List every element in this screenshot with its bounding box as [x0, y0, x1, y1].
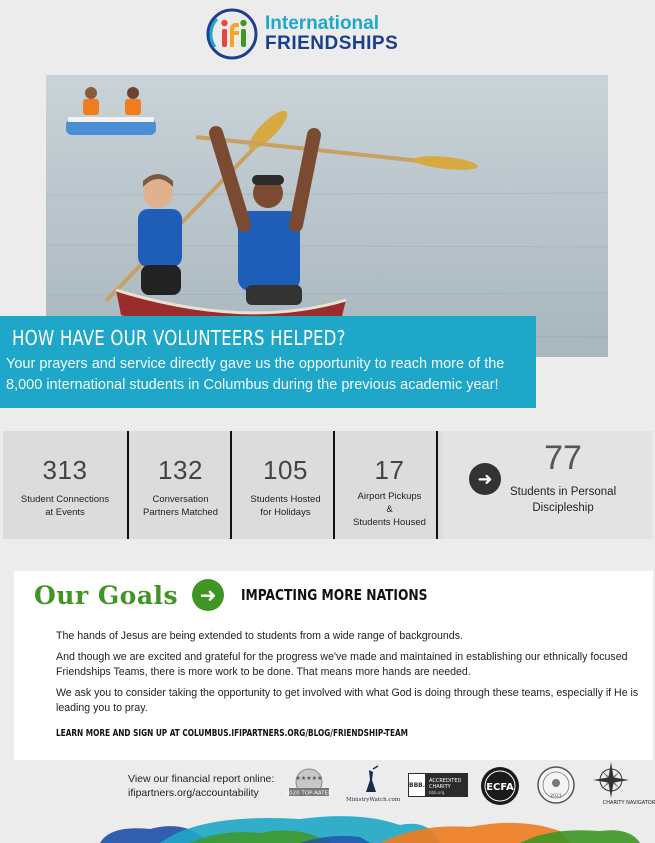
financial-report-label: View our financial report online:	[128, 773, 275, 785]
goals-paragraph: The hands of Jesus are being extended to students from a wide range of backgrounds.	[56, 630, 463, 642]
stat-conversation	[129, 431, 232, 539]
accountability-link[interactable]: ifipartners.org/accountability	[128, 787, 259, 799]
bbb-accredited-badge-icon[interactable]	[408, 773, 468, 797]
stat-holidays	[234, 431, 337, 539]
ifi-logo-mark-icon	[205, 7, 259, 61]
goals-subtitle: IMPACTING MORE NATIONS	[241, 586, 428, 604]
banner-text: Your prayers and service directly gave us the opportunity to reach more of the 8,000 international students in Columbus during the previous academic year!	[6, 356, 505, 393]
arrow-right-icon: ➜	[192, 579, 224, 611]
ifi-logo[interactable]	[205, 6, 405, 62]
stat-label: Conversation Partners Matched	[143, 494, 218, 518]
stat-label: Airport Pickups & Students Housed	[353, 491, 426, 528]
svg-text:2021: 2021	[550, 794, 562, 799]
logo-title-line2: FRIENDSHIPS	[265, 33, 399, 54]
photo-canoe-icon	[46, 75, 608, 357]
ministrywatch-badge-icon[interactable]	[345, 766, 401, 804]
stat-divider	[230, 431, 232, 539]
svg-text:CHARITY: CHARITY	[429, 784, 451, 790]
watercolor-swash	[0, 805, 655, 843]
stat-label: Students in Personal Discipleship	[510, 485, 617, 514]
financial-report	[128, 772, 274, 800]
svg-text:ACCREDITED: ACCREDITED	[429, 778, 462, 784]
stat-discipleship	[442, 431, 653, 539]
goals-card	[14, 571, 653, 760]
arrow-right-icon: ➜	[469, 463, 501, 495]
stat-divider	[333, 431, 335, 539]
stat-value: 313	[42, 455, 88, 485]
svg-text:2020 TOP-RATED: 2020 TOP-RATED	[285, 790, 333, 797]
goals-paragraph: And though we are excited and grateful for the progress we've made and maintained in establishing our ethnically focused Friendships Teams, there is more work to be done. That means more hands are needed.	[56, 650, 628, 678]
stat-value: 105	[263, 455, 308, 485]
stat-events	[3, 431, 127, 539]
banner-title: HOW HAVE OUR VOLUNTEERS HELPED?	[12, 326, 346, 350]
stats-bar	[3, 431, 653, 539]
svg-text:ECFA: ECFA	[486, 782, 514, 793]
stat-value: 77	[544, 438, 582, 477]
greatnonprofits-badge-icon[interactable]	[287, 767, 331, 801]
hero-photo	[46, 75, 608, 357]
svg-text:★★★★★: ★★★★★	[295, 775, 323, 782]
volunteers-banner	[0, 316, 536, 408]
stat-value: 132	[158, 455, 203, 485]
goals-title: Our Goals	[34, 580, 179, 610]
svg-text:BBB.: BBB.	[409, 782, 425, 789]
logo-title-line1: International	[265, 13, 380, 35]
svg-text:CHARITY NAVIGATOR: CHARITY NAVIGATOR	[602, 800, 655, 806]
candid-seal-badge-icon[interactable]	[536, 765, 576, 805]
ecfa-badge-icon[interactable]	[479, 765, 521, 807]
svg-text:MinistryWatch.com: MinistryWatch.com	[345, 797, 401, 803]
svg-text:bbb.org: bbb.org	[429, 790, 445, 795]
stat-label: Student Connections at Events	[20, 494, 110, 518]
stat-divider	[436, 431, 438, 539]
signup-link[interactable]: LEARN MORE AND SIGN UP AT COLUMBUS.IFIPARTNERS.ORG/BLOG/FRIENDSHIP-TEAM	[56, 728, 408, 739]
stat-label: Students Hosted for Holidays	[250, 494, 321, 518]
goals-paragraph: We ask you to consider taking the opportunity to get involved with what God is doing through these teams, especially if He is leading you to pray.	[56, 686, 639, 714]
stat-value: 17	[374, 455, 405, 485]
stat-airport	[339, 431, 440, 539]
goals-body	[56, 629, 641, 722]
charity-navigator-badge-icon[interactable]	[585, 760, 655, 808]
